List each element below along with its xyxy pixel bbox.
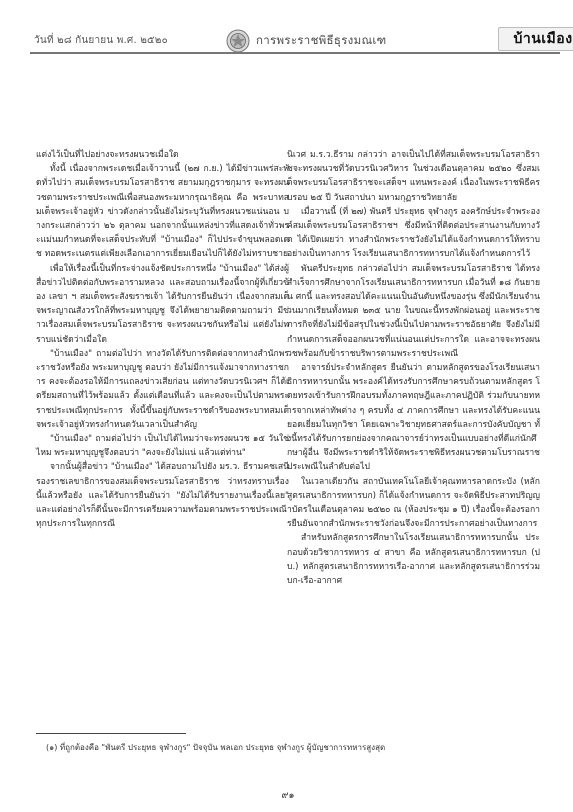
paragraph: จากนั้นผู้สื่อข่าว "บ้านเมือง" ได้สอบถามไปยัง มร.ว. ธีรามคชเสนี รองราชเลขาธิการของสมเด็จพระบรมโอรสาธิราช ว่าทรงทราบเรื่องนี้แล้วหรือยัง และได้รับการยืนยันว่า "ยังไม่ได้รับรายงานเรื่องนี้เลย" และแต่อย่างไรก็ดีนั้นจะมีการเตรียมความพร้อมตามพระราชประเพณีทุกประการในทุกกรณี: [36, 462, 289, 530]
paragraph: นิเวศ ม.ร.ว.ธีราม กล่าวว่า อาจเป็นไปได้ที่สมเด็จพระบรมโอรสาธิราชจะทรงผนวชที่วัดบวรนิเวศวิหาร ในช่วงเดือนตุลาคม ๒๕๒๐ ซึ่งสมเด็จพระบรมโอรสาธิราชจะเสด็จฯ แทนพระองค์ เนื่องในพระราชพิธีครบรอบ ๒๕ ปี วันสถาปนา มหามกุฏราชวิทยาลัย: [287, 150, 540, 203]
paragraph: พันตรีประยุทธ กล่าวต่อไปว่า สมเด็จพระบรมโอรสาธิราช ได้ทรงสำเร็จการศึกษาจากโรงเรียนเสนาธิการทหารบก เมื่อวันที่ ๑๘ กันยายน ศกนี้ และทรงสอบได้คะแนนเป็นอันดับหนึ่งของรุ่น ซึ่งมีนักเรียนจำนวนมากเรียนทั้งหมด ๒๓๕ นาย ในขณะนี้ทรงพักผ่อนอยู่ และพระราชภารกิจที่ยังไม่มีข้อสรุปในช่วงนี้เป็นไปตามพระราชอัธยาศัย จึงยังไม่มีกำหนดการเสด็จออกผนวชที่แน่นอนแต่ประการใด และอาจจะทรงผนวชพร้อมกับข้าราชบริพารตามพระราชประเพณี: [287, 263, 540, 359]
paragraph: เมื่อวานนี้ (ที่ ๒๗) พันตรี ประยุทธ จุฬางกูร องครักษ์ประจำพระองค์สมเด็จพระบรมโอรสาธิราชฯ ซึ่งมีหน้าที่ติดต่อประสานงานกับทางวัด ได้เปิดเผยว่า ทางสำนักพระราชวังยังไม่ได้แจ้งกำหนดการให้ทราบอย่างเป็นทางการ โรงเรียนเสนาธิการทหารบกได้แจ้งกำหนดการไว้: [287, 206, 540, 260]
paragraph: ทั้งนี้ เนื่องจากพระเดชเมื่อเจ้าวานนี้ (๒๗ ก.ย.) ได้มีข่าวแพร่สะพัดทั่วไปว่า สมเด็จพระบรมโอรสาธิราช สยามมกุฎราชกุมาร จะทรงผนวชตามพระราชประเพณีเพื่อสนองพระมหากรุณาธิคุณ คือ พระบาทสมเด็จพระเจ้าอยู่หัว ข่าวดังกล่าวนั้นยังไม่ระบุวันที่ทรงผนวชแน่นอน บางกระแสกล่าวว่า ๒๖ ตุลาคม นอกจากนั้นแหล่งข่าวที่แสดงเจ้าทั่วพระแม่นมกำหนดที่จะเสด็จประทับที่ "บ้านเมือง" ก็ไปประจำขุนพลอดเดช ทอดพระเนตรแต่เพียงเลือกเอาการเยี่ยมเยือนไปก็ได้ยังไม่ทราบชาย: [36, 164, 289, 260]
header-title: การพระราชพิธีธุรงมณเฑ: [256, 33, 387, 47]
left-column: [36, 148, 289, 531]
paragraph: สำหรับหลักสูตรการศึกษาในโรงเรียนเสนาธิการทหารบกนั้น ประกอบด้วยวิชาการทหาร ๔ สาขา คือ หลักสูตรเสนาธิการทหารบก (ปบ.) หลักสูตรเสนาธิการทหารเรือ-อากาศ และหลักสูตรเสนาธิการร่วม บก-เรือ-อากาศ: [287, 533, 540, 587]
newspaper-logo: บ้านเมือง: [498, 27, 573, 51]
paragraph: เพื่อให้เรื่องนี้เป็นที่กระจ่างแจ้งชัดประการหนึ่ง "บ้านเมือง" ได้ส่งผู้สื่อข่าวไปติดต่อกับพระอารามหลวง และสอบถามเรื่องนี้จากผู้ที่เกี่ยวข้อง เลขา ฯ สมเด็จพระสังฆราชเจ้า ได้รับการยืนยันว่า เนื่องจากสมเด็จพระญาณสังวรใกล้ที่พระมหาบุญชู จึงได้พยายามติดตามถามว่า มีข่าวเรื่องสมเด็จพระบรมโอรสาธิราช จะทรงผนวชกันหรือไม่ แต่ยังไม่ทราบแน่ชัดว่าเมื่อใด: [36, 263, 289, 345]
header-rule: [30, 52, 560, 54]
paragraph: "บ้านเมือง" ถามต่อไปว่า เป็นไปได้ไหมว่าจะทรงผนวช ๑๕ วันใช่ไหม พระมหาบุญชูจึงตอบว่า "คงจะยังไม่แน่ แล้วแต่ท่าน": [36, 434, 289, 459]
paragraph: ในเวลาเดียวกัน สถาบันเทคโนโลยีเจ้าคุณทหารลาดกระบัง (หลักสูตรเสนาธิการทหารบก) ก็ได้แจ้งกำหนดการ จะจัดพิธีประสาทปริญญาบัตรในเดือนตุลาคม ๒๕๒๐ ณ (ห้องประชุม ๑ ปี) เรื่องนี้จะต้องรอการยืนยันจากสำนักพระราชวังก่อนจึงจะมีการประกาศอย่างเป็นทางการ: [287, 476, 540, 530]
royal-seal-icon: [226, 29, 250, 53]
page-header: [30, 29, 573, 51]
footnote-rule: [36, 733, 186, 734]
footnote: (๑) ที่ถูกต้องคือ "พันตรี ประยุทธ จุฬางกูร" ปัจจุบัน พลเอก ประยุทธ จุฬางกูร ผู้บัญชาการทหารสูงสุด: [46, 743, 386, 752]
page-number: ๙๑: [281, 790, 295, 801]
right-column: [287, 148, 540, 588]
paragraph: แต่งไว้เป็นที่ไปอย่างจะทรงผนวชเมื่อใด: [36, 150, 179, 160]
header-date: วันที่ ๒๘ กันยายน พ.ศ. ๒๕๒๐: [34, 35, 168, 46]
paragraph: อาจารย์ประจำหลักสูตร ยืนยันว่า ตามหลักสูตรของโรงเรียนเสนาธิการทหารบกนั้น พระองค์ได้ทรงรับการศึกษาครบถ้วนตามหลักสูตร โดยทรงเข้ารับการฝึกอบรมทั้งภาคทฤษฎีและภาคปฏิบัติ ร่วมกับนายทหารจากเหล่าทัพต่าง ๆ ครบทั้ง ๔ ภาคการศึกษา และทรงได้รับคะแนนยอดเยี่ยมในทุกวิชา โดยเฉพาะวิชายุทธศาสตร์และการบังคับบัญชา ทั้งนี้ทรงได้รับการยกย่องจากคณาจารย์ว่าทรงเป็นแบบอย่างที่ดีแก่นักศึกษาผู้อื่น จึงมีพระราชดำริให้จัดพระราชพิธีทรงผนวชตามโบราณราชประเพณีในลำดับต่อไป: [287, 363, 540, 473]
paragraph: "บ้านเมือง" ถามต่อไปว่า ทางวัดได้รับการติดต่อจากทางสำนักพระราชวังหรือยัง พระมหาบุญชู ตอบว่า ยังไม่มีการแจ้งมาจากทางราชการ คงจะต้องรอให้มีการแถลงข่าวเสียก่อน แต่ทางวัดบวรนิเวศฯ ก็ได้เตรียมสถานที่ไว้พร้อมแล้ว ตั้งแต่เดือนที่แล้ว และคงจะเป็นไปตามพระราชประเพณีทุกประการ ทั้งนี้ขึ้นอยู่กับพระราชดำริของพระบาทสมเด็จพระเจ้าอยู่หัวทรงกำหนดวันเวลาเป็นสำคัญ: [36, 348, 289, 430]
